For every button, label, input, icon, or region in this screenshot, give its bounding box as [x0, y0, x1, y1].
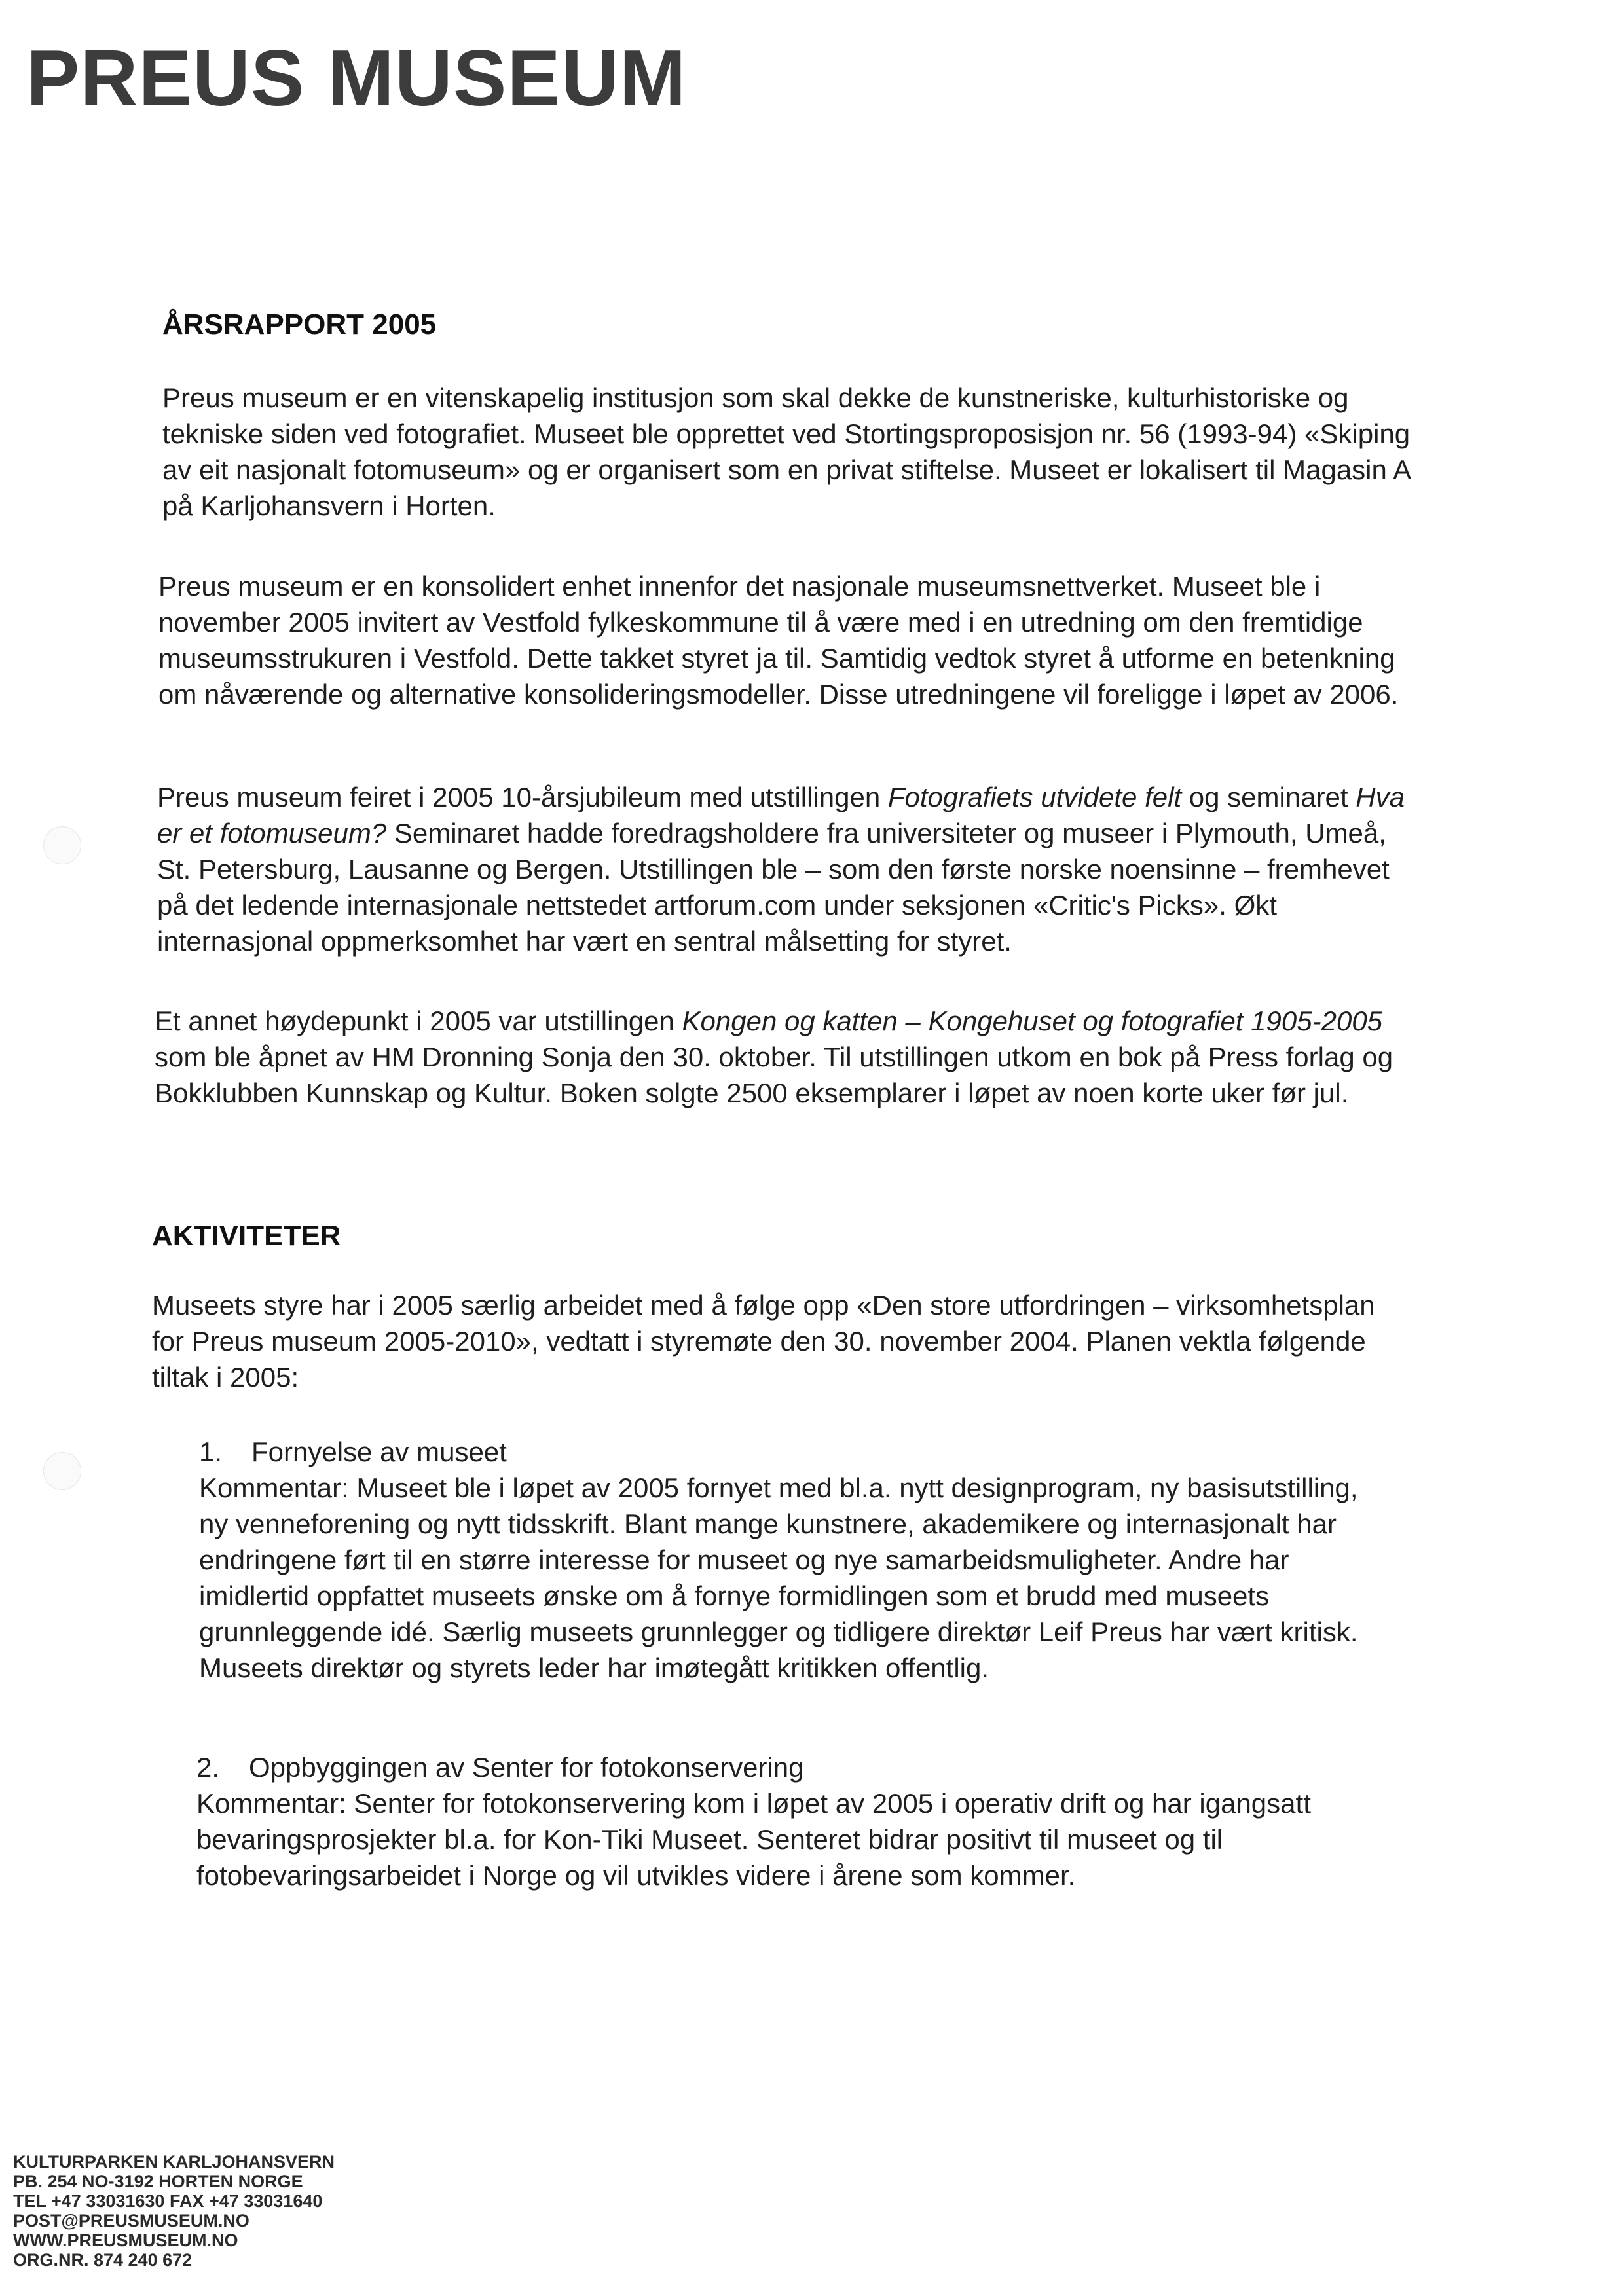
- highlight-paragraph: [155, 1003, 1418, 1111]
- punch-hole-bottom: [43, 1452, 81, 1490]
- activity-item-2-number: 2.: [196, 1752, 220, 1783]
- museum-logo: PREUS MUSEUM: [26, 33, 687, 122]
- activity-item-1-title: Fornyelse av museet: [251, 1436, 507, 1467]
- activity-item-1-heading: [199, 1434, 1378, 1470]
- footer-line-website: WWW.PREUSMUSEUM.NO: [13, 2231, 238, 2250]
- activity-item-2-title: Oppbyggingen av Senter for fotokonservering: [249, 1752, 804, 1783]
- jubilee-text-3: Seminaret hadde foredragsholdere fra universiteter og museer i Plymouth, Umeå, St. Petersburg, Lausanne og Bergen. Utstillingen ble – som den første norske noensinne – fremhevet på det ledende internasjonale nettstedet artforum.com under seksjonen «Critic's Picks». Økt internasjonal oppmerksomhet har vært en sentral målsetting for styret.: [157, 818, 1390, 957]
- footer-line-phone: TEL +47 33031630 FAX +47 33031640: [13, 2191, 323, 2211]
- jubilee-paragraph: [157, 779, 1421, 959]
- footer-line-email: POST@PREUSMUSEUM.NO: [13, 2211, 249, 2231]
- punch-hole-top: [43, 826, 81, 864]
- activities-title: AKTIVITETER: [152, 1220, 341, 1252]
- highlight-text-2: som ble åpnet av HM Dronning Sonja den 30. oktober. Til utstillingen utkom en bok på Press forlag og Bokklubben Kunnskap og Kultur. Boken solgte 2500 eksemplarer i løpet av noen korte uker før jul.: [155, 1042, 1393, 1108]
- activities-intro: Museets styre har i 2005 særlig arbeidet med å følge opp «Den store utfordringen – virksomhetsplan for Preus museum 2005-2010», vedtatt i styremøte den 30. november 2004. Planen vektla følgende tiltak i 2005:: [152, 1290, 1375, 1393]
- report-title: ÅRSRAPPORT 2005: [162, 308, 437, 340]
- highlight-exhibition-title: Kongen og katten – Kongehuset og fotografiet 1905-2005: [682, 1006, 1383, 1036]
- footer-address-block: [13, 2152, 335, 2270]
- footer-line-location: KULTURPARKEN KARLJOHANSVERN: [13, 2152, 335, 2172]
- footer-line-orgnr: ORG.NR. 874 240 672: [13, 2250, 193, 2270]
- highlight-text-1: Et annet høydepunkt i 2005 var utstillingen: [155, 1006, 682, 1036]
- activity-item-1: [199, 1434, 1378, 1686]
- intro-paragraph-2: [158, 568, 1422, 712]
- intro-paragraph-2-text: Preus museum er en konsolidert enhet innenfor det nasjonale museumsnettverket. Museet ble i november 2005 invitert av Vestfold fylkeskommune til å være med i en utredning om den fremtidige museumsstrukuren i Vestfold. Dette takket styret ja til. Samtidig vedtok styret å utforme en betenkning om nåværende og alternative konsolideringsmodeller. Disse utredningene vil foreligge i løpet av 2006.: [158, 571, 1399, 710]
- footer-line-postbox: PB. 254 NO-3192 HORTEN NORGE: [13, 2172, 303, 2191]
- activity-item-2-heading: [196, 1749, 1375, 1785]
- intro-paragraph-1: Preus museum er en vitenskapelig institusjon som skal dekke de kunstneriske, kulturhistoriske og tekniske siden ved fotografiet. Museet ble opprettet ved Stortingsproposisjon nr. 56 (1993-94) «Skiping av eit nasjonalt fotomuseum» og er organisert som en privat stiftelse. Museet er lokalisert til Magasin A på Karljohansvern i Horten.: [162, 382, 1411, 521]
- jubilee-text-2: og seminaret: [1181, 782, 1356, 812]
- activity-item-2-comment: Kommentar: Senter for fotokonservering kom i løpet av 2005 i operativ drift og har igangsatt bevaringsprosjekter bl.a. for Kon-Tiki Museet. Senteret bidrar positivt til museet og til fotobevaringsarbeidet i Norge og vil utvikles videre i årene som kommer.: [196, 1788, 1311, 1891]
- jubilee-exhibition-title: Fotografiets utvidete felt: [887, 782, 1182, 812]
- jubilee-seminar-title: Hva er et fotomuseum?: [157, 782, 1405, 848]
- activity-item-2: [196, 1749, 1375, 1893]
- jubilee-text-1: Preus museum feiret i 2005 10-årsjubileum med utstillingen: [157, 782, 888, 812]
- activity-item-1-number: 1.: [199, 1436, 223, 1467]
- activity-item-1-comment: Kommentar: Museet ble i løpet av 2005 fornyet med bl.a. nytt designprogram, ny basisutstilling, ny venneforening og nytt tidsskrift. Blant mange kunstnere, akademikere og internasjonalt har endringene ført til en større interesse for museet og nye samarbeidsmuligheter. Andre har imidlertid oppfattet museets ønske om å fornye formidlingen som et brudd med museets grunnleggende idé. Særlig museets grunnlegger og tidligere direktør Leif Preus har vært kritisk. Museets direktør og styrets leder har imøtegått kritikken offentlig.: [199, 1472, 1358, 1683]
